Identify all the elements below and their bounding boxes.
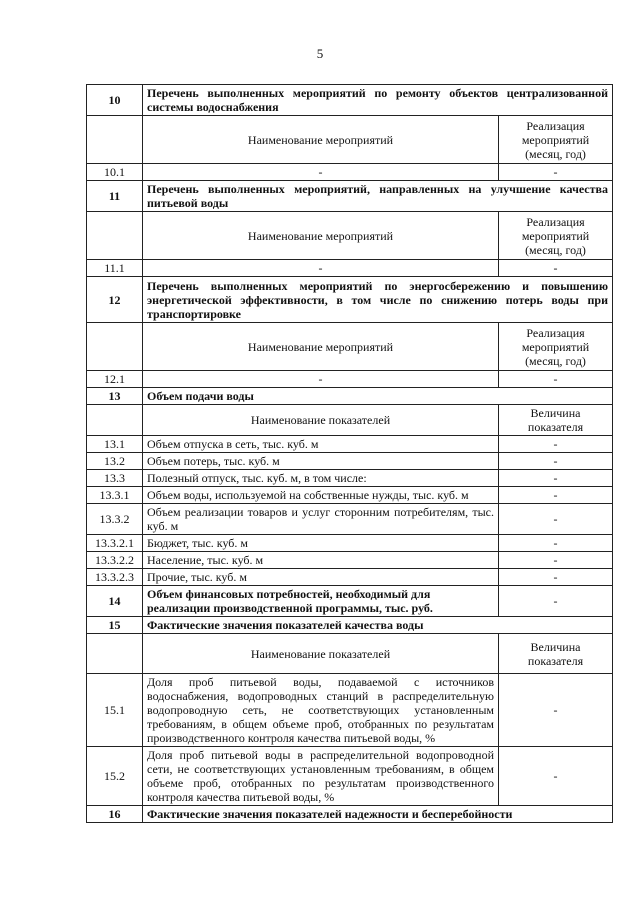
row-text: Прочие, тыс. куб. м [143, 569, 499, 586]
row-text: - [143, 371, 499, 388]
row-number: 13.3 [87, 470, 143, 487]
row-value: - [499, 371, 613, 388]
section-number: 12 [87, 277, 143, 323]
section-10-row [87, 85, 613, 116]
row-text: Полезный отпуск, тыс. куб. м, в том числе: [143, 470, 499, 487]
table-row [87, 453, 613, 470]
header-row [87, 116, 613, 164]
empty-cell [87, 323, 143, 371]
row-value: - [499, 674, 613, 747]
table-row [87, 674, 613, 747]
row-text: Объем отпуска в сеть, тыс. куб. м [143, 436, 499, 453]
row-number: 15.1 [87, 674, 143, 747]
section-title: Перечень выполненных мероприятий по ремонту объектов централизованной системы водоснабжения [143, 85, 613, 116]
row-number: 11.1 [87, 260, 143, 277]
header-value: Величина показателя [499, 405, 613, 436]
header-impl: Реализация мероприятий (месяц, год) [499, 116, 613, 164]
section-number: 13 [87, 388, 143, 405]
row-number: 13.3.2.1 [87, 535, 143, 552]
row-number: 13.3.1 [87, 487, 143, 504]
row-value: - [499, 470, 613, 487]
section-11-row [87, 181, 613, 212]
row-number: 13.3.2 [87, 504, 143, 535]
empty-cell [87, 634, 143, 674]
header-name: Наименование мероприятий [143, 323, 499, 371]
section-title: Объем подачи воды [143, 388, 613, 405]
row-value: - [499, 535, 613, 552]
row-text: Доля проб питьевой воды, подаваемой с источников водоснабжения, водопроводных станций в распределительную водопроводную сеть, не соответствующих установленным требованиям, в общем объеме проб, отобранных по результатам производственного контроля качества питьевой воды, % [143, 674, 499, 747]
row-text: - [143, 164, 499, 181]
header-row [87, 634, 613, 674]
row-value: - [499, 569, 613, 586]
header-value: Величина показателя [499, 634, 613, 674]
table-row [87, 552, 613, 569]
section-number: 10 [87, 85, 143, 116]
row-number: 13.3.2.2 [87, 552, 143, 569]
table-row [87, 747, 613, 806]
section-number: 11 [87, 181, 143, 212]
table-row [87, 470, 613, 487]
row-value: - [499, 747, 613, 806]
row-text: Объем реализации товаров и услуг сторонним потребителям, тыс. куб. м [143, 504, 499, 535]
section-title: Фактические значения показателей надежности и бесперебойности [143, 806, 613, 823]
row-text: Бюджет, тыс. куб. м [143, 535, 499, 552]
row-value: - [499, 586, 613, 617]
section-12-row [87, 277, 613, 323]
table-row [87, 569, 613, 586]
header-name: Наименование мероприятий [143, 116, 499, 164]
section-title: Перечень выполненных мероприятий, направленных на улучшение качества питьевой воды [143, 181, 613, 212]
table-row [87, 436, 613, 453]
table-row [87, 260, 613, 277]
row-number: 13.1 [87, 436, 143, 453]
header-impl: Реализация мероприятий (месяц, год) [499, 323, 613, 371]
row-value: - [499, 164, 613, 181]
row-value: - [499, 436, 613, 453]
header-row [87, 212, 613, 260]
empty-cell [87, 212, 143, 260]
section-number: 14 [87, 586, 143, 617]
section-16-row [87, 806, 613, 823]
section-title: Фактические значения показателей качества воды [143, 617, 613, 634]
header-row [87, 323, 613, 371]
row-text: - [143, 260, 499, 277]
section-15-row [87, 617, 613, 634]
row-value: - [499, 487, 613, 504]
header-impl: Реализация мероприятий (месяц, год) [499, 212, 613, 260]
row-value: - [499, 552, 613, 569]
section-13-row [87, 388, 613, 405]
table-row [87, 487, 613, 504]
row-number: 13.2 [87, 453, 143, 470]
table-row [87, 535, 613, 552]
header-name: Наименование мероприятий [143, 212, 499, 260]
table-row [87, 164, 613, 181]
section-number: 16 [87, 806, 143, 823]
row-text: Доля проб питьевой воды в распределительной водопроводной сети, не соответствующих установленным требованиям, в общем объеме проб, отобранных по результатам производственного контроля качества питьевой воды, % [143, 747, 499, 806]
header-row [87, 405, 613, 436]
row-value: - [499, 504, 613, 535]
header-name: Наименование показателей [143, 405, 499, 436]
section-title: Объем финансовых потребностей, необходимый для реализации производственной программы, тыс. руб. [143, 586, 499, 617]
row-number: 10.1 [87, 164, 143, 181]
header-name: Наименование показателей [143, 634, 499, 674]
table-row [87, 371, 613, 388]
empty-cell [87, 405, 143, 436]
row-text: Население, тыс. куб. м [143, 552, 499, 569]
section-number: 15 [87, 617, 143, 634]
row-number: 15.2 [87, 747, 143, 806]
table-row [87, 504, 613, 535]
page-number: 5 [316, 46, 324, 61]
row-number: 12.1 [87, 371, 143, 388]
row-text: Объем потерь, тыс. куб. м [143, 453, 499, 470]
section-14-row [87, 586, 613, 617]
row-number: 13.3.2.3 [87, 569, 143, 586]
empty-cell [87, 116, 143, 164]
report-table [86, 84, 613, 823]
row-value: - [499, 453, 613, 470]
section-title: Перечень выполненных мероприятий по энергосбережению и повышению энергетической эффективности, в том числе по снижению потерь воды при транспортировке [143, 277, 613, 323]
row-text: Объем воды, используемой на собственные нужды, тыс. куб. м [143, 487, 499, 504]
row-value: - [499, 260, 613, 277]
